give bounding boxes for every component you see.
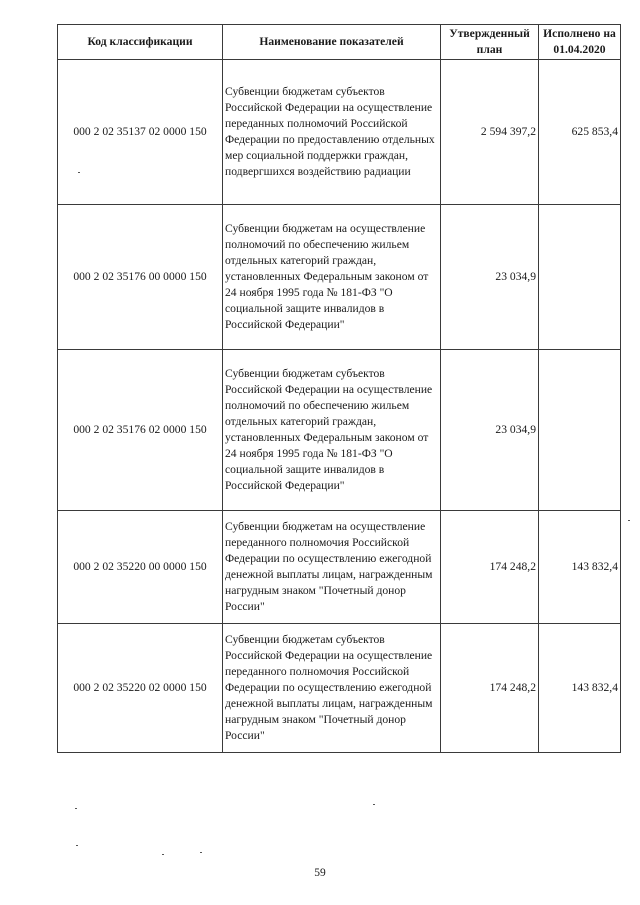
scan-speck — [373, 804, 375, 805]
row-plan: 2 594 397,2 — [441, 60, 539, 205]
table-row — [58, 60, 621, 205]
row-executed — [539, 205, 621, 350]
row-plan: 174 248,2 — [441, 511, 539, 624]
row-code: 000 2 02 35137 02 0000 150 — [58, 60, 223, 205]
row-code: 000 2 02 35176 02 0000 150 — [58, 350, 223, 511]
row-name: Субвенции бюджетам субъектов Российской Федерации на осуществление полномочий по обеспечению жильем отдельных категорий граждан, установленных Федеральным законом от 24 ноября 1995 года № 181-ФЗ "О социальной защите инвалидов в Российской Федерации" — [223, 350, 441, 511]
scan-speck — [162, 854, 164, 855]
row-executed: 625 853,4 — [539, 60, 621, 205]
header-plan: Утвержденный план — [441, 25, 539, 60]
scan-speck — [76, 845, 78, 846]
budget-table — [57, 24, 621, 753]
table-row — [58, 350, 621, 511]
table-header-row — [58, 25, 621, 60]
table-row — [58, 624, 621, 753]
row-name: Субвенции бюджетам субъектов Российской Федерации на осуществление переданного полномочия Российской Федерации по осуществлению ежегодной денежной выплаты лицам, награжденным нагрудным знаком "Почетный донор России" — [223, 624, 441, 753]
header-code: Код классификации — [58, 25, 223, 60]
row-code: 000 2 02 35176 00 0000 150 — [58, 205, 223, 350]
row-plan: 174 248,2 — [441, 624, 539, 753]
header-name: Наименование показателей — [223, 25, 441, 60]
row-executed: 143 832,4 — [539, 511, 621, 624]
row-code: 000 2 02 35220 02 0000 150 — [58, 624, 223, 753]
table-row — [58, 511, 621, 624]
row-name: Субвенции бюджетам субъектов Российской Федерации на осуществление переданных полномочий Российской Федерации по предоставлению отдельных мер социальной поддержки граждан, подвергшихся воздействию радиации — [223, 60, 441, 205]
row-code: 000 2 02 35220 00 0000 150 — [58, 511, 223, 624]
page-number: 59 — [314, 867, 326, 879]
row-plan: 23 034,9 — [441, 350, 539, 511]
row-plan: 23 034,9 — [441, 205, 539, 350]
row-executed — [539, 350, 621, 511]
row-executed: 143 832,4 — [539, 624, 621, 753]
table-row — [58, 205, 621, 350]
scan-speck — [75, 808, 77, 809]
scan-speck — [78, 172, 80, 173]
row-name: Субвенции бюджетам на осуществление переданного полномочия Российской Федерации по осуществлению ежегодной денежной выплаты лицам, награжденным нагрудным знаком "Почетный донор России" — [223, 511, 441, 624]
scan-speck — [628, 520, 630, 521]
scan-speck — [200, 852, 202, 853]
header-executed: Исполнено на 01.04.2020 — [539, 25, 621, 60]
row-name: Субвенции бюджетам на осуществление полномочий по обеспечению жильем отдельных категорий граждан, установленных Федеральным законом от 24 ноября 1995 года № 181-ФЗ "О социальной защите инвалидов в Российской Федерации" — [223, 205, 441, 350]
